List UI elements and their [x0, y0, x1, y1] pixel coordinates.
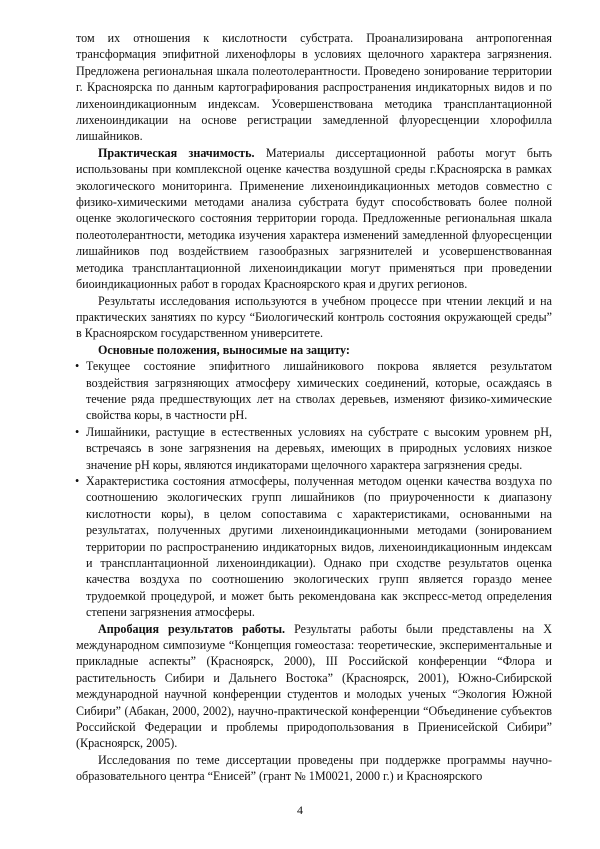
list-item-text: Лишайники, растущие в естественных условиях на субстрате с высоким уровнем рН, встречаясь в зоне загрязнения на деревьях, имеющих в природных условиях низкое значение рН коры, являются индикаторами щелочного характера загрязнения среды. — [86, 424, 552, 472]
body-text — [76, 30, 552, 785]
research-paragraph: Исследования по теме диссертации проведены при поддержке программы научно-образовательного центра “Енисей” (грант № 1М0021, 2000 г.) и Красноярского — [76, 752, 552, 784]
list-item — [76, 473, 552, 621]
list-item — [76, 358, 552, 424]
list-item — [76, 424, 552, 473]
approbation-text: Результаты работы были представлены на Х международном симпозиуме “Концепция гомеостаза: теоретические, экспериментальные и прикладные аспекты” (Красноярск, 2000), III Российской конференции “Флора и растительность Сибири и Дальнего Востока” (Красноярск, 2001), Южно-Сибирской международной научной конференции студентов и молодых ученых “Экология Южной Сибири” (Абакан, 2000, 2002), научно-практической конференции “Объединение субъектов Российской Федерации и проблемы природопользования в Приенисейской Сибири” (Красноярск, 2005). — [76, 621, 553, 751]
results-paragraph: Результаты исследования используются в учебном процессе при чтении лекций и на практических занятиях по курсу “Биологический контроль состояния окружающей среды” в Красноярском государственном университете. — [76, 293, 552, 341]
practical-heading: Практическая значимость. — [98, 145, 255, 160]
bullet-icon: • — [75, 359, 80, 374]
bullet-icon: • — [75, 473, 80, 488]
bullet-icon: • — [75, 424, 80, 439]
practical-paragraph — [76, 145, 552, 293]
intro-paragraph: том их отношения к кислотности субстрата. Проанализирована антропогенная трансформация эпифитной лихенофлоры в условиях щелочного характера загрязнения. Предложена региональная шкала полеотолерантности. Проведено зонирование территории г. Красноярска по данным картографирования распространения индикаторных видов и по лихеноиндикационным индексам. Усовершенствована методика трансплантационной лихеноиндикации на основе регистрации замедленной флуоресценции хлорофилла лишайников. — [76, 31, 552, 144]
approbation-heading: Апробация результатов работы. — [98, 621, 286, 636]
list-item-text: Характеристика состояния атмосферы, полученная методом оценки качества воздуха по соотношению экологических групп лишайников (по приуроченности к диапазону кислотности коры), в целом сопоставима с характеристиками, основанными на результатах, полученных другими лихеноиндикационными методами (зонированием территории по распространению индикаторных видов, лихеноиндикационным индексам и трансплантационной лихеноиндикации). Однако при сходстве результатов оценка качества воздуха по соотношению экологических групп является гораздо менее трудоемкой процедурой, и может быть рекомендована как экспресс-метод определения степени загрязнения атмосферы. — [86, 473, 552, 620]
page-number: 4 — [297, 803, 303, 817]
approbation-paragraph — [76, 621, 552, 752]
theses-heading: Основные положения, выносимые на защиту: — [98, 342, 350, 357]
practical-text: Материалы диссертационной работы могут быть использованы при комплексной оценке качества воздушной среды г.Красноярска в рамках экологического мониторинга. Применение лихеноиндикационных методов совместно с физико-химическими методами анализа субстрата будут способствовать более полной оценке экологического состояния территории города. Предложенные региональная шкала полеотолерантности, методика изучения характера изменений замедленной флуоресценции лишайников под воздействием газообразных загрязнителей и усовершенствованная методика трансплантационной лихеноиндикации могут применяться при проведении биоиндикационных работ в городах Красноярского края и других регионов. — [76, 145, 552, 292]
list-item-text: Текущее состояние эпифитного лишайникового покрова является результатом воздействия загрязняющих атмосферу химических соединений, которые, осаждаясь в течение ряда предшествующих лет на стволах деревьев, изменяют физико-химические свойства коры, в частности рН. — [86, 359, 552, 423]
theses-list — [76, 358, 552, 621]
